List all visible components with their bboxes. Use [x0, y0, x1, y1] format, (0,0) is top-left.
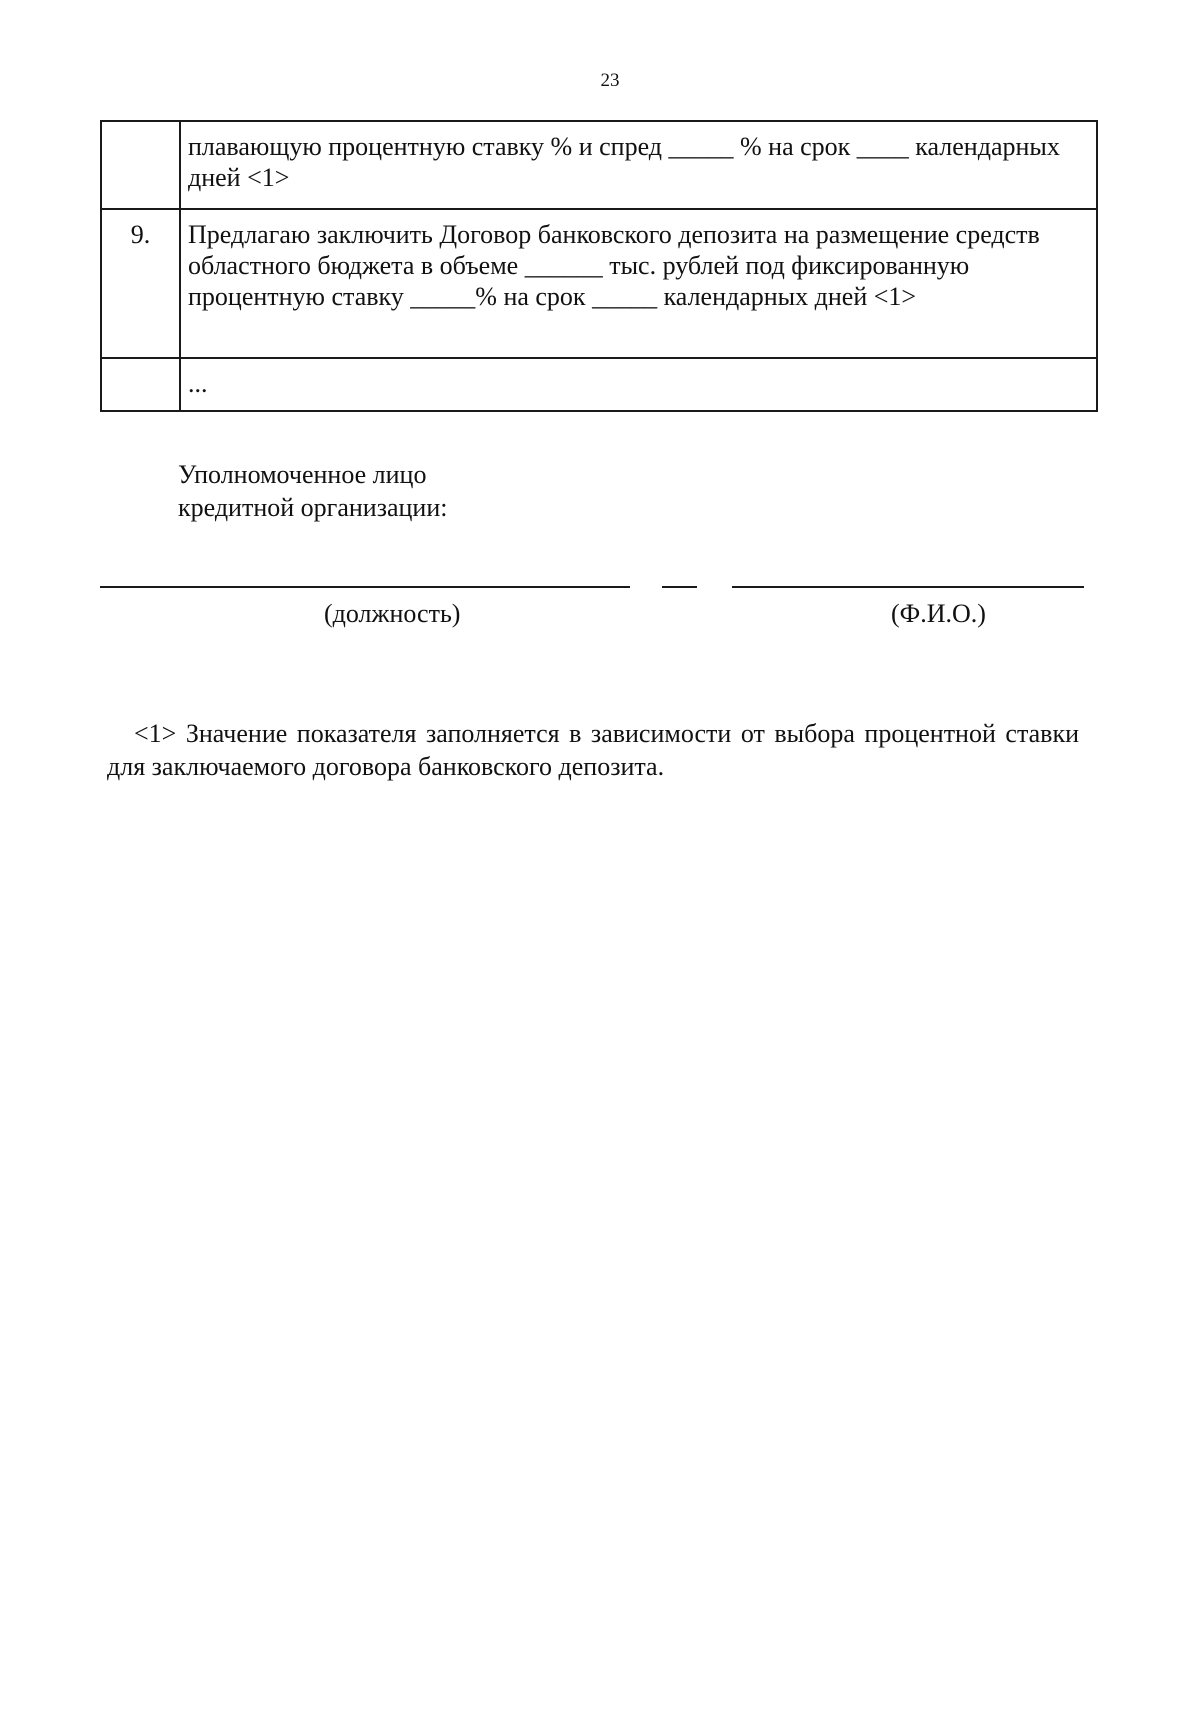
signature-dash-line: [662, 586, 697, 588]
authorized-line-1: Уполномоченное лицо: [178, 460, 427, 489]
row-number: 9.: [101, 209, 180, 358]
row-text: плавающую процентную ставку % и спред _____ % на срок ____ календарных дней <1>: [180, 121, 1097, 209]
table-row: [101, 209, 1097, 358]
fio-caption: (Ф.И.О.): [891, 599, 986, 628]
page-number: 23: [600, 70, 620, 91]
row-number: [101, 121, 180, 209]
position-caption: (должность): [324, 599, 461, 628]
row-text: ...: [180, 358, 1097, 411]
authorized-line-2: кредитной организации:: [178, 493, 448, 522]
position-signature-line: [100, 586, 630, 588]
row-text: Предлагаю заключить Договор банковского депозита на размещение средств областного бюджета в объеме ______ тыс. рублей под фиксированную процентную ставку _____% на срок _____ календарных дней <1>: [180, 209, 1097, 358]
fio-signature-line: [732, 586, 1084, 588]
proposal-table: [100, 120, 1098, 412]
row-number: [101, 358, 180, 411]
table-row: [101, 358, 1097, 411]
footnote: <1> Значение показателя заполняется в зависимости от выбора процентной ставки для заключаемого договора банковского депозита.: [107, 719, 1079, 781]
table-row: [101, 121, 1097, 209]
authorized-person-label: [178, 458, 447, 524]
